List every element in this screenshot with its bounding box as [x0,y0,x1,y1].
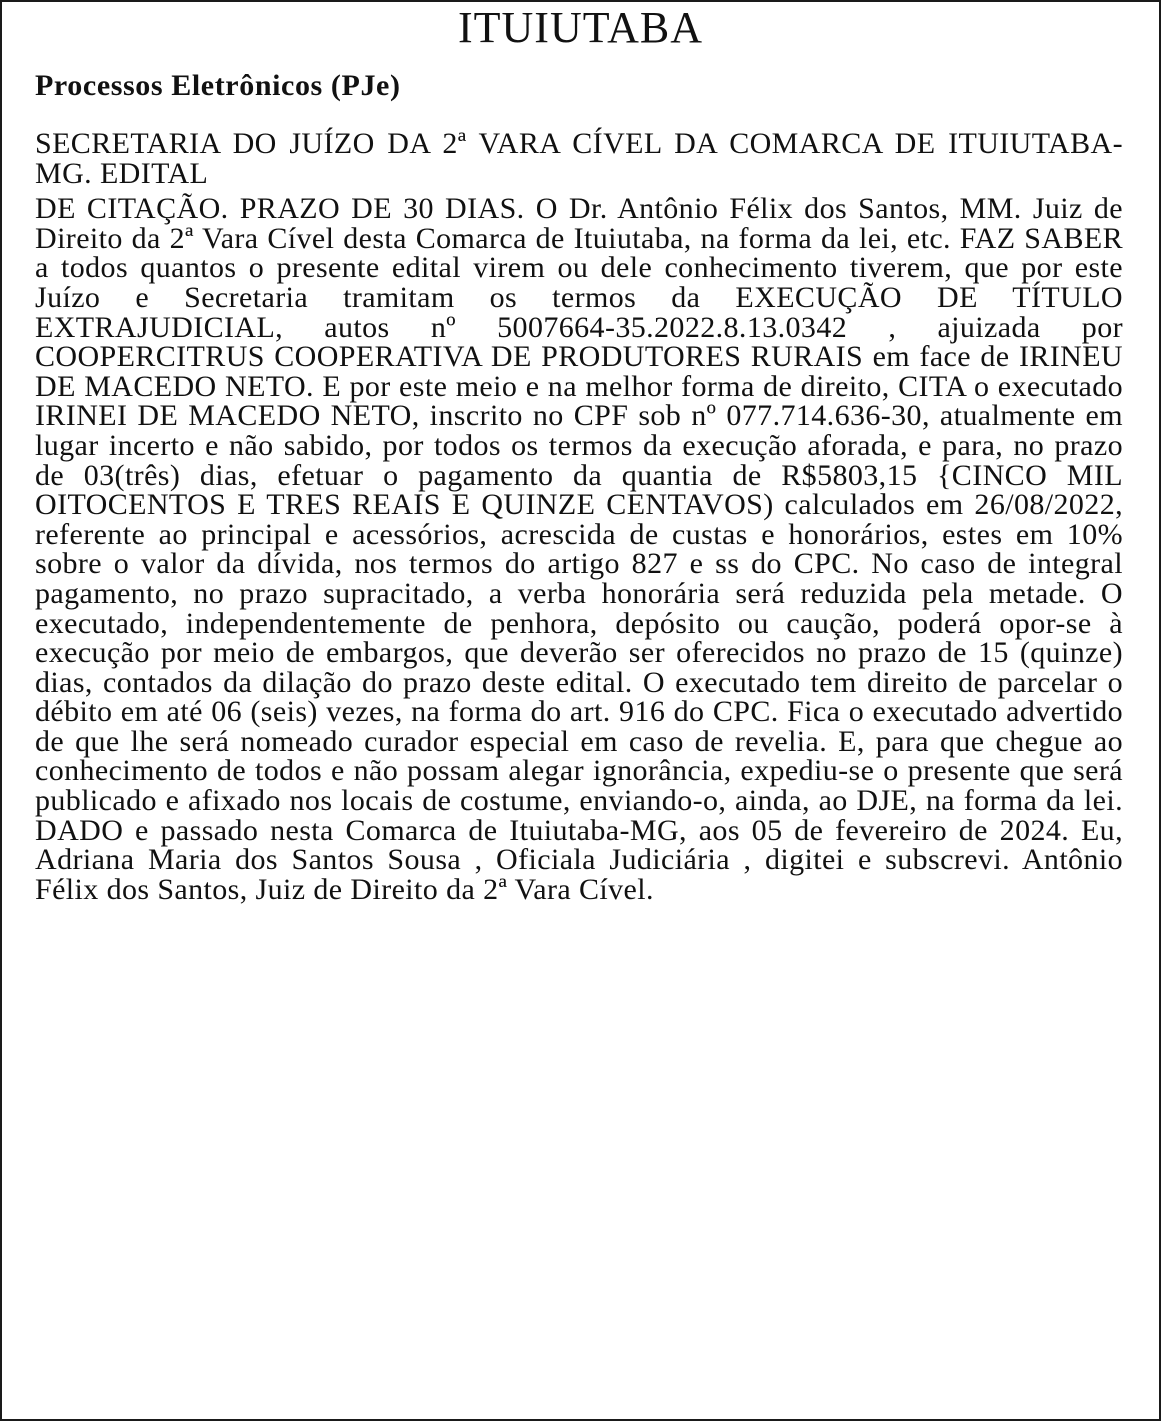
notice-body [35,129,1123,904]
notice-intro-paragraph: SECRETARIA DO JUÍZO DA 2ª VARA CÍVEL DA COMARCA DE ITUIUTABA-MG. EDITAL [35,127,1123,190]
city-header: ITUIUTABA [458,3,703,52]
notice-main-paragraph: DE CITAÇÃO. PRAZO DE 30 DIAS. O Dr. Antônio Félix dos Santos, MM. Juiz de Direito da 2ª Vara Cível desta Comarca de Ituiutaba, na forma da lei, etc. FAZ SABER a todos quantos o presente edital virem ou dele conhecimento tiverem, que por este Juízo e Secretaria tramitam os termos da EXECUÇÃO DE TÍTULO EXTRAJUDICIAL, autos nº 5007664-35.2022.8.13.0342 , ajuizada por COOPERCITRUS COOPERATIVA DE PRODUTORES RURAIS em face de IRINEU DE MACEDO NETO. E por este meio e na melhor forma de direito, CITA o executado IRINEI DE MACEDO NETO, inscrito no CPF sob nº 077.714.636-30, atualmente em lugar incerto e não sabido, por todos os termos da execução aforada, e para, no prazo de 03(três) dias, efetuar o pagamento da quantia de R$5803,15 {CINCO MIL OITOCENTOS E TRES REAIS E QUINZE CENTAVOS) calculados em 26/08/2022, referente ao principal e acessórios, acrescida de custas e honorários, estes em 10% sobre o valor da dívida, nos termos do artigo 827 e ss do CPC. No caso de integral pagamento, no prazo supracitado, a verba honorária será reduzida pela metade. O executado, independentemente de penhora, depósito ou caução, poderá opor-se à execução por meio de embargos, que deverão ser oferecidos no prazo de 15 (quinze) dias, contados da dilação do prazo deste edital. O executado tem direito de parcelar o débito em até 06 (seis) vezes, na forma do art. 916 do CPC. Fica o executado advertido de que lhe será nomeado curador especial em caso de revelia. E, para que chegue ao conhecimento de todos e não possam alegar ignorância, expediu-se o presente que será publicado e afixado nos locais de costume, enviando-o, ainda, ao DJE, na forma da lei. DADO e passado nesta Comarca de Ituiutaba-MG, aos 05 de fevereiro de 2024. Eu, Adriana Maria dos Santos Sousa , Oficiala Judiciária , digitei e subscrevi. Antônio Félix dos Santos, Juiz de Direito da 2ª Vara Cível. [35,192,1123,906]
section-heading: Processos Eletrônicos (PJe) [35,69,401,102]
